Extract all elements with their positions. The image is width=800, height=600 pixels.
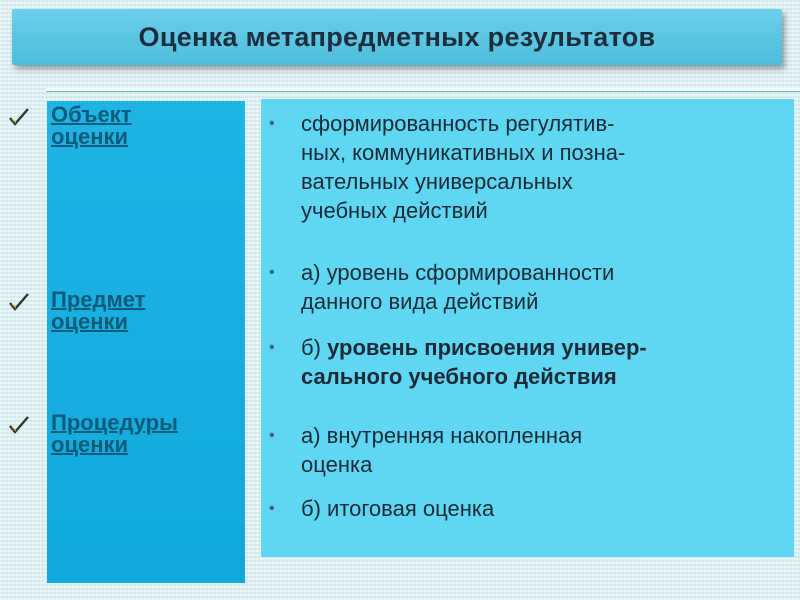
left-item-label[interactable]: оценки [51,432,129,457]
check-icon [7,291,31,313]
left-item-label[interactable]: оценки [51,124,129,149]
left-item-object[interactable] [47,104,287,148]
bullet-item [269,258,781,316]
left-item-label[interactable]: Объект [51,102,132,127]
left-item-procedures[interactable] [47,412,287,456]
bullet-item [269,333,781,391]
slide-title: Оценка метапредметных результатов [138,21,656,52]
bullet-item [269,494,781,523]
right-panel [261,99,794,557]
title-bar [12,9,782,65]
left-item-label[interactable]: Процедуры [51,410,178,435]
bullet-bold-text: сального учебного действия [301,364,617,389]
bullet-dot-icon: • [269,427,275,444]
check-icon [7,106,31,128]
bullet-item [269,109,781,225]
bullet-line: б) итоговая оценка [301,496,495,521]
left-item-label[interactable]: Предмет [51,287,146,312]
bullet-dot-icon: • [269,264,275,281]
bullet-bold-text: уровень присвоения универ- [327,335,647,360]
bullet-dot-icon: • [269,339,275,356]
left-item-subject[interactable] [47,289,287,333]
bullet-dot-icon: • [269,115,275,132]
bullet-item [269,421,781,479]
bullet-line: ных, коммуникативных и позна- [301,140,626,165]
left-panel [47,101,245,583]
bullet-dot-icon: • [269,500,275,517]
bullet-prefix: б) [301,335,321,360]
bullet-line: а) уровень сформированности [301,260,615,285]
bullet-line: данного вида действий [301,289,539,314]
bullet-line: учебных действий [301,198,488,223]
left-item-label[interactable]: оценки [51,309,129,334]
check-icon [7,414,31,436]
bullet-line: а) внутренняя накопленная [301,423,583,448]
bullet-line: сформированность регулятив- [301,111,615,136]
title-divider [46,88,800,92]
bullet-line: оценка [301,452,373,477]
bullet-line: вательных универсальных [301,169,573,194]
